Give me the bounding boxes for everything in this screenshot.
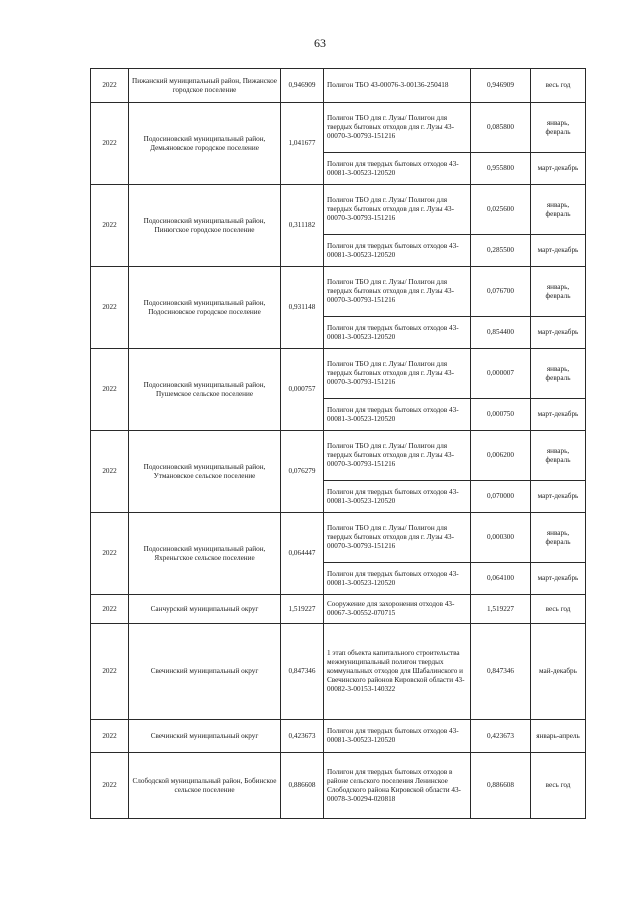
period-cell: март-декабрь: [531, 481, 586, 513]
facility-cell: Полигон ТБО для г. Лузы/ Полигон для твердых бытовых отходов для г. Лузы 43-00070-3-00793-151216: [324, 349, 471, 399]
table-row: [91, 513, 586, 563]
facility-volume-cell: 1,519227: [471, 595, 531, 624]
period-cell: январь-апрель: [531, 720, 586, 753]
period-cell: январь, февраль: [531, 513, 586, 563]
period-cell: март-декабрь: [531, 399, 586, 431]
facility-volume-cell: 0,847346: [471, 624, 531, 720]
facility-cell: Полигон ТБО для г. Лузы/ Полигон для твердых бытовых отходов для г. Лузы 43-00070-3-00793-151216: [324, 513, 471, 563]
facility-volume-cell: 0,000007: [471, 349, 531, 399]
facility-cell: Полигон ТБО для г. Лузы/ Полигон для твердых бытовых отходов для г. Лузы 43-00070-3-00793-151216: [324, 103, 471, 153]
facility-volume-cell: 0,025600: [471, 185, 531, 235]
year-cell: 2022: [91, 69, 129, 103]
facility-cell: Полигон для твердых бытовых отходов 43-00081-3-00523-120520: [324, 153, 471, 185]
facility-cell: Полигон для твердых бытовых отходов 43-00081-3-00523-120520: [324, 481, 471, 513]
municipality-cell: Пижанский муниципальный район, Пижанское городское поселение: [129, 69, 281, 103]
facility-cell: Полигон для твердых бытовых отходов 43-00081-3-00523-120520: [324, 399, 471, 431]
facility-cell: Полигон для твердых бытовых отходов 43-00081-3-00523-120520: [324, 317, 471, 349]
year-cell: 2022: [91, 103, 129, 185]
facility-volume-cell: 0,064100: [471, 563, 531, 595]
facility-volume-cell: 0,886608: [471, 753, 531, 819]
period-cell: январь, февраль: [531, 103, 586, 153]
period-cell: весь год: [531, 753, 586, 819]
facility-volume-cell: 0,955800: [471, 153, 531, 185]
volume-cell: 0,423673: [281, 720, 324, 753]
facility-volume-cell: 0,076700: [471, 267, 531, 317]
municipality-cell: Слободской муниципальный район, Бобинское сельское поселение: [129, 753, 281, 819]
year-cell: 2022: [91, 267, 129, 349]
municipality-cell: Подосиновский муниципальный район, Яхреньгское сельское поселение: [129, 513, 281, 595]
volume-cell: 0,946909: [281, 69, 324, 103]
volume-cell: 1,041677: [281, 103, 324, 185]
table-row: [91, 595, 586, 624]
period-cell: май-декабрь: [531, 624, 586, 720]
year-cell: 2022: [91, 624, 129, 720]
period-cell: январь, февраль: [531, 349, 586, 399]
volume-cell: 1,519227: [281, 595, 324, 624]
facility-volume-cell: 0,423673: [471, 720, 531, 753]
facility-cell: Сооружение для захоронения отходов 43-00067-3-00552-070715: [324, 595, 471, 624]
table-row: [91, 267, 586, 317]
facility-volume-cell: 0,006200: [471, 431, 531, 481]
table-row: [91, 185, 586, 235]
table-row: [91, 753, 586, 819]
municipality-cell: Свечинский муниципальный округ: [129, 624, 281, 720]
facility-cell: Полигон для твердых бытовых отходов 43-00081-3-00523-120520: [324, 563, 471, 595]
facility-cell: Полигон ТБО для г. Лузы/ Полигон для твердых бытовых отходов для г. Лузы 43-00070-3-00793-151216: [324, 431, 471, 481]
table-row: [91, 69, 586, 103]
facility-cell: Полигон ТБО 43-00076-3-00136-250418: [324, 69, 471, 103]
municipality-cell: Подосиновский муниципальный район, Пинюгское городское поселение: [129, 185, 281, 267]
municipality-cell: Свечинский муниципальный округ: [129, 720, 281, 753]
facility-volume-cell: 0,000300: [471, 513, 531, 563]
municipality-cell: Санчурский муниципальный округ: [129, 595, 281, 624]
volume-cell: 0,000757: [281, 349, 324, 431]
volume-cell: 0,847346: [281, 624, 324, 720]
year-cell: 2022: [91, 753, 129, 819]
municipality-cell: Подосиновский муниципальный район, Утмановское сельское поселение: [129, 431, 281, 513]
facility-volume-cell: 0,085800: [471, 103, 531, 153]
table-row: [91, 720, 586, 753]
period-cell: март-декабрь: [531, 563, 586, 595]
page-number: 63: [314, 36, 326, 50]
year-cell: 2022: [91, 595, 129, 624]
table-row: [91, 624, 586, 720]
table-row: [91, 103, 586, 153]
waste-registry-table: [90, 68, 586, 819]
year-cell: 2022: [91, 185, 129, 267]
period-cell: весь год: [531, 595, 586, 624]
volume-cell: 0,076279: [281, 431, 324, 513]
table-row: [91, 349, 586, 399]
volume-cell: 0,311182: [281, 185, 324, 267]
facility-volume-cell: 0,070000: [471, 481, 531, 513]
year-cell: 2022: [91, 431, 129, 513]
year-cell: 2022: [91, 720, 129, 753]
facility-cell: 1 этап объекта капитального строительства межмуниципальный полигон твердых коммунальных отходов для Шабалинского и Свечинского районов Кировской области 43-00082-3-00153-140322: [324, 624, 471, 720]
period-cell: весь год: [531, 69, 586, 103]
period-cell: январь, февраль: [531, 431, 586, 481]
facility-volume-cell: 0,946909: [471, 69, 531, 103]
year-cell: 2022: [91, 513, 129, 595]
municipality-cell: Подосиновский муниципальный район, Пушемское сельское поселение: [129, 349, 281, 431]
period-cell: март-декабрь: [531, 235, 586, 267]
facility-volume-cell: 0,285500: [471, 235, 531, 267]
period-cell: март-декабрь: [531, 317, 586, 349]
municipality-cell: Подосиновский муниципальный район, Демьяновское городское поселение: [129, 103, 281, 185]
volume-cell: 0,064447: [281, 513, 324, 595]
period-cell: январь, февраль: [531, 185, 586, 235]
period-cell: март-декабрь: [531, 153, 586, 185]
municipality-cell: Подосиновский муниципальный район, Подосиновское городское поселение: [129, 267, 281, 349]
facility-volume-cell: 0,000750: [471, 399, 531, 431]
facility-cell: Полигон ТБО для г. Лузы/ Полигон для твердых бытовых отходов для г. Лузы 43-00070-3-00793-151216: [324, 185, 471, 235]
facility-volume-cell: 0,854400: [471, 317, 531, 349]
volume-cell: 0,931148: [281, 267, 324, 349]
facility-cell: Полигон ТБО для г. Лузы/ Полигон для твердых бытовых отходов для г. Лузы 43-00070-3-00793-151216: [324, 267, 471, 317]
year-cell: 2022: [91, 349, 129, 431]
table-row: [91, 431, 586, 481]
facility-cell: Полигон для твердых бытовых отходов в районе сельского поселения Ленинское Слободского района Кировской области 43-00078-3-00294-020818: [324, 753, 471, 819]
period-cell: январь, февраль: [531, 267, 586, 317]
volume-cell: 0,886608: [281, 753, 324, 819]
facility-cell: Полигон для твердых бытовых отходов 43-00081-3-00523-120520: [324, 720, 471, 753]
facility-cell: Полигон для твердых бытовых отходов 43-00081-3-00523-120520: [324, 235, 471, 267]
